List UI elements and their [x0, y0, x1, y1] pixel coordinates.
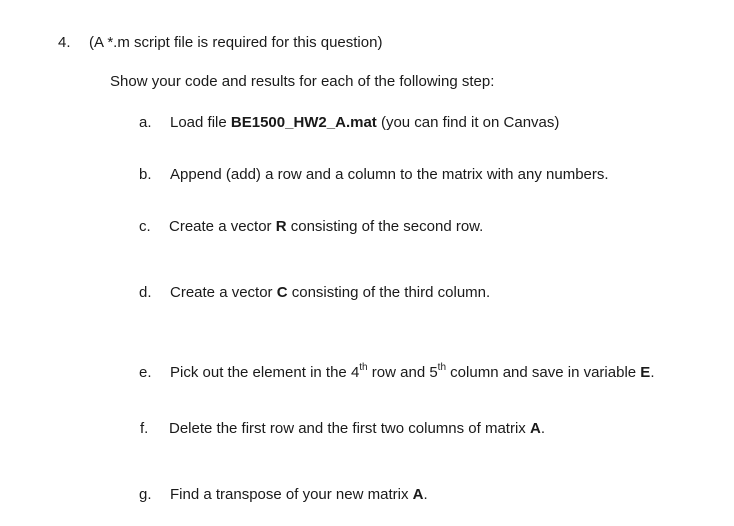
step-g-bold: A — [412, 486, 424, 503]
step-e-sup1: th — [359, 362, 368, 373]
question-intro: Show your code and results for each of the following step: — [110, 73, 495, 90]
step-g-pre: Find a transpose of your new matrix — [170, 486, 413, 503]
step-a-filename: BE1500_HW2_A.mat — [230, 114, 377, 131]
question-note: (A *.m script file is required for this question) — [89, 34, 383, 51]
step-d-marker: d. — [139, 284, 152, 301]
step-f-marker: f. — [140, 420, 149, 437]
step-c-post: consisting of the second row. — [286, 218, 484, 235]
step-e-end: . — [650, 364, 655, 381]
step-e-pre: Pick out the element in the 4 — [170, 364, 360, 381]
step-d-post: consisting of the third column. — [287, 284, 491, 301]
step-f-bold: A — [529, 420, 541, 437]
step-a-pre: Load file — [170, 114, 231, 131]
step-d-pre: Create a vector — [170, 284, 277, 301]
step-f-pre: Delete the first row and the first two columns of matrix — [169, 420, 530, 437]
step-c-text — [169, 218, 483, 236]
step-c-pre: Create a vector — [169, 218, 276, 235]
step-f-text — [169, 420, 545, 438]
question-number: 4. — [58, 34, 71, 51]
step-c-bold: R — [275, 218, 287, 235]
step-e-sup2: th — [437, 362, 447, 373]
step-a-text — [170, 114, 559, 132]
step-b-marker: b. — [139, 166, 152, 183]
step-b-text: Append (add) a row and a column to the matrix with any numbers. — [170, 166, 609, 183]
step-g-text — [170, 486, 428, 504]
step-e-bold: E — [640, 364, 651, 381]
step-a-post: (you can find it on Canvas) — [376, 114, 560, 131]
step-g-post: . — [423, 486, 428, 503]
step-a-marker: a. — [139, 114, 152, 131]
step-c-marker: c. — [139, 218, 151, 235]
step-e-post: column and save in variable — [446, 364, 641, 381]
step-e-text — [170, 364, 654, 382]
step-d-text — [170, 284, 490, 302]
step-f-post: . — [540, 420, 545, 437]
step-d-bold: C — [276, 284, 288, 301]
step-e-marker: e. — [139, 364, 152, 381]
step-e-mid: row and 5 — [367, 364, 438, 381]
step-g-marker: g. — [139, 486, 152, 503]
